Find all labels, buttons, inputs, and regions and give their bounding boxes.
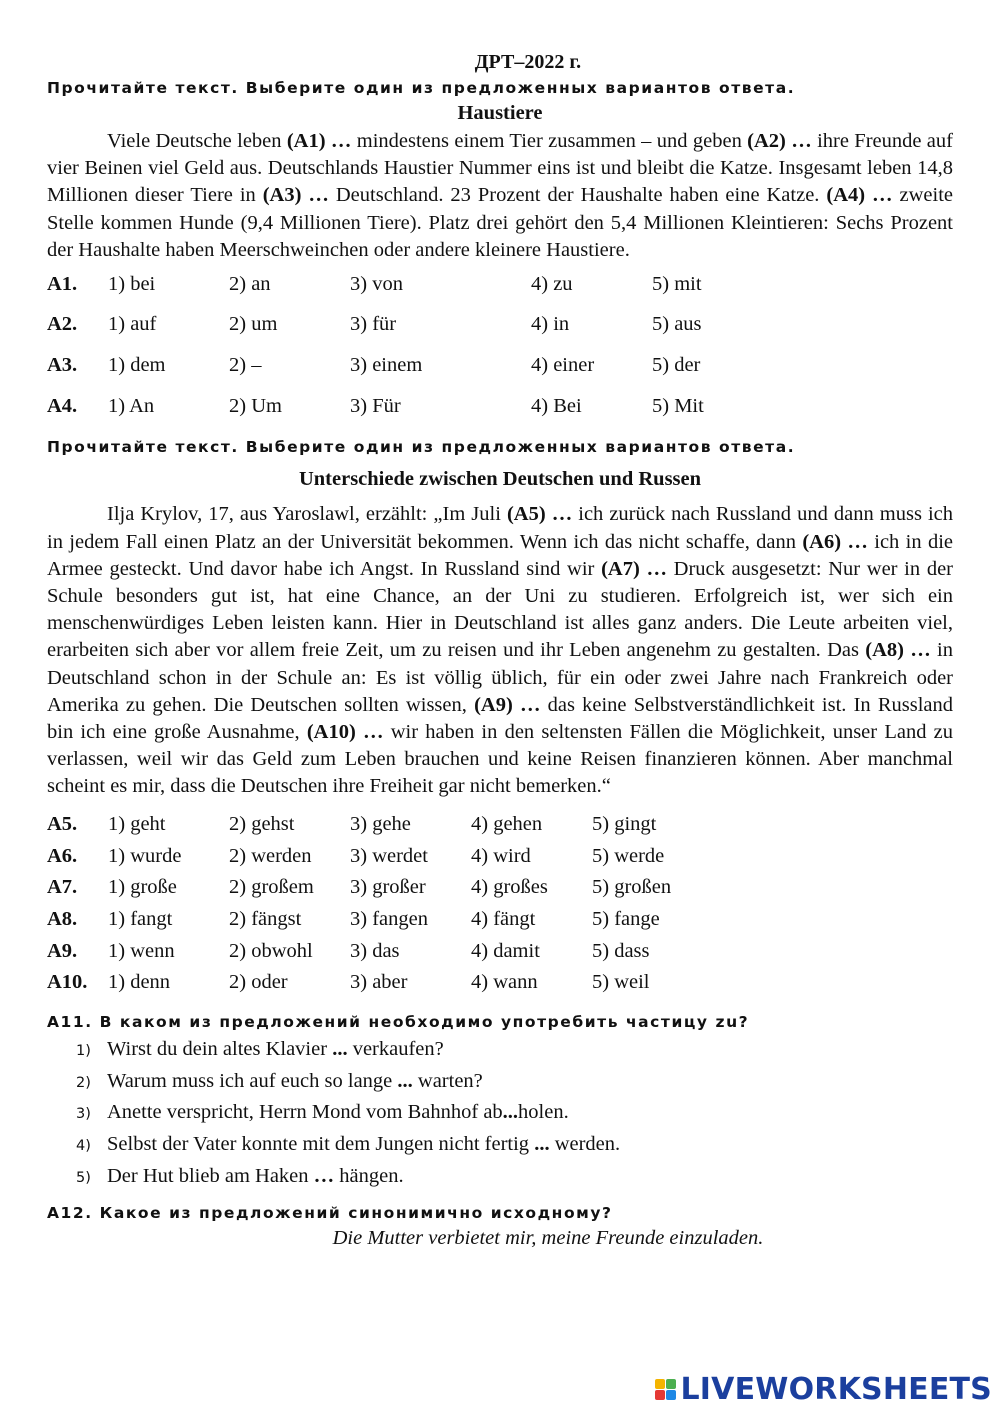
answer-option[interactable]: 5) weil <box>592 971 650 994</box>
answer-option[interactable]: 4) wann <box>471 971 538 994</box>
answer-option[interactable]: 2) an <box>229 272 271 295</box>
question-row <box>47 386 953 427</box>
question-label: A4. <box>47 394 78 417</box>
answer-option[interactable]: 3) fangen <box>350 908 428 931</box>
answer-option[interactable]: 1) denn <box>108 971 171 994</box>
text-segment: Wirst du dein altes Klavier <box>107 1037 333 1060</box>
logo-text: LIVEWORKSHEETS <box>680 1372 992 1407</box>
answer-option[interactable]: 4) großes <box>471 876 548 899</box>
section2-text <box>47 501 953 800</box>
gap-marker: (A3) … <box>262 184 329 207</box>
exam-title: ДРТ–2022 г. <box>474 51 582 73</box>
section2-options <box>47 809 953 999</box>
section1-options <box>47 264 953 426</box>
gap-marker: ... <box>502 1101 519 1124</box>
question-row <box>47 345 953 386</box>
section1-text <box>47 128 953 264</box>
answer-option[interactable]: 1) An <box>108 394 155 417</box>
answer-option[interactable]: 5) werde <box>592 844 665 867</box>
option-number: 4) <box>76 1138 91 1155</box>
option-number: 1) <box>76 1042 91 1059</box>
text-segment: Ilja Krylov, 17, aus Yaroslawl, erzählt: „Im Juli <box>107 503 507 526</box>
answer-option[interactable] <box>47 1034 953 1066</box>
answer-option[interactable]: 5) Mit <box>652 394 704 417</box>
liveworksheets-logo[interactable] <box>655 1372 992 1407</box>
answer-option[interactable]: 5) aus <box>652 313 702 336</box>
section1-instruction: Прочитайте текст. Выберите один из предложенных вариантов ответа. <box>47 79 796 97</box>
a11-question: A11. В каком из предложений необходимо употребить частицу zu? <box>47 1012 750 1031</box>
a11-options <box>47 1034 953 1193</box>
text-segment: hängen. <box>334 1164 404 1187</box>
text-segment: Deutschland. 23 Prozent der Haushalte haben eine Katze. <box>328 184 827 207</box>
question-row <box>47 967 953 999</box>
answer-option[interactable]: 2) um <box>229 313 278 336</box>
a12-question: A12. Какое из предложений синонимично исходному? <box>47 1203 613 1222</box>
answer-option[interactable]: 1) auf <box>108 313 157 336</box>
option-number: 3) <box>76 1106 91 1123</box>
question-row <box>47 904 953 936</box>
question-label: A1. <box>47 272 78 295</box>
logo-square-2 <box>666 1379 676 1389</box>
answer-option[interactable]: 5) fange <box>592 908 660 931</box>
question-label: A8. <box>47 908 78 931</box>
question-label: A7. <box>47 876 78 899</box>
section1-title: Haustiere <box>457 102 543 124</box>
answer-option[interactable]: 1) geht <box>108 812 166 835</box>
answer-option[interactable]: 4) wird <box>471 844 531 867</box>
text-segment: wir haben in den seltensten Fällen die Möglichkeit, unser Land zu verlassen, weil wir das Geld zum Leben brauchen und keine Reisen finanzieren können. Aber manchmal scheint es mir, dass die Deutschen ihre Freiheit gar nicht bemerken.“ <box>47 721 954 798</box>
gap-marker: (A10) … <box>306 721 384 744</box>
text-segment: ihre Freunde auf vier Beinen viel Geld aus. Deutschlands Haustier Nummer eins ist und bleibt die Katze. Insgesamt leben 14,8 Millionen dieser Tiere in <box>47 130 953 207</box>
question-row <box>47 935 953 967</box>
option-text <box>107 1129 620 1161</box>
gap-marker: ... <box>332 1037 348 1060</box>
answer-option[interactable]: 4) damit <box>471 939 540 962</box>
answer-option[interactable]: 2) gehst <box>229 812 295 835</box>
option-text <box>107 1066 483 1098</box>
answer-option[interactable]: 3) einem <box>350 354 423 376</box>
text-segment: werden. <box>549 1133 621 1156</box>
answer-option[interactable]: 5) mit <box>652 272 702 295</box>
answer-option[interactable]: 2) obwohl <box>229 939 313 962</box>
gap-marker: … <box>313 1164 335 1187</box>
gap-marker: (A6) … <box>802 530 868 553</box>
text-segment: Anette verspricht, Herrn Mond vom Bahnhof ab <box>107 1101 503 1124</box>
text-segment: ich in die Armee gesteckt. Und davor habe ich Angst. In Russland sind wir <box>47 530 953 580</box>
answer-option[interactable]: 5) gingt <box>592 812 657 835</box>
answer-option[interactable]: 2) oder <box>229 971 288 994</box>
answer-option[interactable] <box>47 1129 953 1161</box>
question-label: A10. <box>47 971 88 994</box>
answer-option[interactable]: 1) große <box>108 876 177 899</box>
text-segment: verkaufen? <box>347 1037 444 1060</box>
a12-source-sentence: Die Mutter verbietet mir, meine Freunde einzuladen. <box>332 1226 764 1249</box>
section2-title: Unterschiede zwischen Deutschen und Russen <box>298 468 702 491</box>
logo-square-4 <box>666 1390 676 1400</box>
option-text <box>107 1097 569 1129</box>
answer-option[interactable] <box>47 1066 953 1098</box>
question-label: A6. <box>47 844 78 867</box>
question-label: A5. <box>47 812 78 835</box>
answer-option[interactable]: 2) Um <box>229 394 282 417</box>
answer-option[interactable]: 3) das <box>350 939 400 962</box>
answer-option[interactable]: 4) in <box>531 313 570 336</box>
text-segment: holen. <box>518 1101 569 1124</box>
answer-option[interactable]: 3) für <box>350 313 397 336</box>
text-segment: warten? <box>412 1069 483 1092</box>
option-text <box>107 1034 444 1066</box>
logo-square-3 <box>655 1390 665 1400</box>
text-segment: in Deutschland schon in der Schule an: Es ist völlig üblich, für ein oder zwei Jahre nach Frankreich oder Amerika zu gehen. Die Deutschen sollten wissen, <box>47 639 953 716</box>
answer-option[interactable]: 4) zu <box>531 272 573 295</box>
gap-marker: (A8) … <box>865 639 931 662</box>
gap-marker: (A7) … <box>601 557 667 580</box>
gap-marker: (A4) … <box>826 184 893 207</box>
question-label: A9. <box>47 939 78 962</box>
answer-option[interactable]: 3) von <box>350 272 403 295</box>
answer-option[interactable]: 2) werden <box>229 844 312 867</box>
worksheet-page <box>47 48 953 1251</box>
text-segment: ich zurück nach Russland und dann muss ich in jedem Fall einen Platz an der Universität bekommen. Wenn ich das nicht schaffe, dann <box>47 503 954 553</box>
answer-option[interactable]: 2) fängst <box>229 908 302 931</box>
answer-option[interactable]: 5) der <box>652 354 701 376</box>
text-segment: Viele Deutsche leben <box>107 130 287 152</box>
answer-option[interactable]: 1) fangt <box>108 908 173 931</box>
option-text <box>107 1161 404 1193</box>
answer-option[interactable]: 1) dem <box>108 354 166 376</box>
answer-option[interactable]: 3) gehe <box>350 812 411 835</box>
question-row <box>47 872 953 904</box>
option-number: 5) <box>76 1169 91 1186</box>
answer-option[interactable]: 5) dass <box>592 939 650 962</box>
gap-marker: (A2) … <box>747 130 812 152</box>
text-segment: Warum muss ich auf euch so lange <box>107 1069 398 1092</box>
answer-option[interactable] <box>47 1161 953 1193</box>
answer-option[interactable]: 2) – <box>229 354 262 376</box>
answer-option[interactable]: 4) Bei <box>531 394 582 417</box>
answer-option[interactable]: 3) aber <box>350 971 408 994</box>
option-number: 2) <box>76 1074 91 1091</box>
gap-marker: ... <box>534 1133 550 1156</box>
answer-option[interactable]: 4) fängt <box>471 908 536 931</box>
question-label: A3. <box>47 354 78 376</box>
gap-marker: (A1) … <box>286 130 352 152</box>
gap-marker: (A9) … <box>474 693 541 716</box>
answer-option[interactable]: 1) wenn <box>108 939 175 962</box>
section2-instruction: Прочитайте текст. Выберите один из предложенных вариантов ответа. <box>47 438 796 457</box>
answer-option[interactable] <box>47 1097 953 1129</box>
question-label: A2. <box>47 313 78 336</box>
answer-option[interactable]: 3) großer <box>350 876 426 899</box>
answer-option[interactable]: 1) wurde <box>108 844 182 867</box>
answer-option[interactable]: 3) Für <box>350 394 401 417</box>
answer-option[interactable]: 1) bei <box>108 272 156 295</box>
liveworksheets-logo-icon <box>655 1379 676 1400</box>
answer-option[interactable]: 5) großen <box>592 876 672 899</box>
answer-option[interactable]: 4) gehen <box>471 812 543 835</box>
question-row <box>47 305 953 346</box>
gap-marker: (A5) … <box>506 503 573 526</box>
answer-option[interactable]: 2) großem <box>229 876 314 899</box>
text-segment: das keine Selbstverständlichkeit ist. In Russland bin ich eine große Ausnahme, <box>47 693 953 744</box>
answer-option[interactable]: 4) einer <box>531 354 595 376</box>
text-segment: Selbst der Vater konnte mit dem Jungen nicht fertig <box>107 1133 535 1156</box>
question-row <box>47 840 953 872</box>
logo-square-1 <box>655 1379 665 1389</box>
text-segment: mindestens einem Tier zusammen – und geben <box>351 130 748 152</box>
question-row <box>47 264 953 305</box>
answer-option[interactable]: 3) werdet <box>350 844 428 867</box>
question-row <box>47 809 953 841</box>
text-segment: Der Hut blieb am Haken <box>107 1164 314 1187</box>
gap-marker: ... <box>397 1069 413 1092</box>
text-segment: zweite Stelle kommen Hunde (9,4 Millionen Tiere). Platz drei gehört den 5,4 Millionen Kleintieren: Sechs Prozent der Haushalte haben Meerschweinchen oder andere kleinere Haustiere. <box>47 184 954 261</box>
text-segment: Druck ausgesetzt: Nur wer in der Schule besonders gut ist, hat eine Chance, an der Uni zu studieren. Erfolgreich ist, wer sich ein menschenwürdiges Leben leisten kann. Hier in Deutschland ist alles ganz anders. Die Leute arbeiten viel, erarbeiten sich aber vor allem freie Zeit, um zu reisen und ihr Leben angenehm zu gestalten. Das <box>47 557 953 662</box>
